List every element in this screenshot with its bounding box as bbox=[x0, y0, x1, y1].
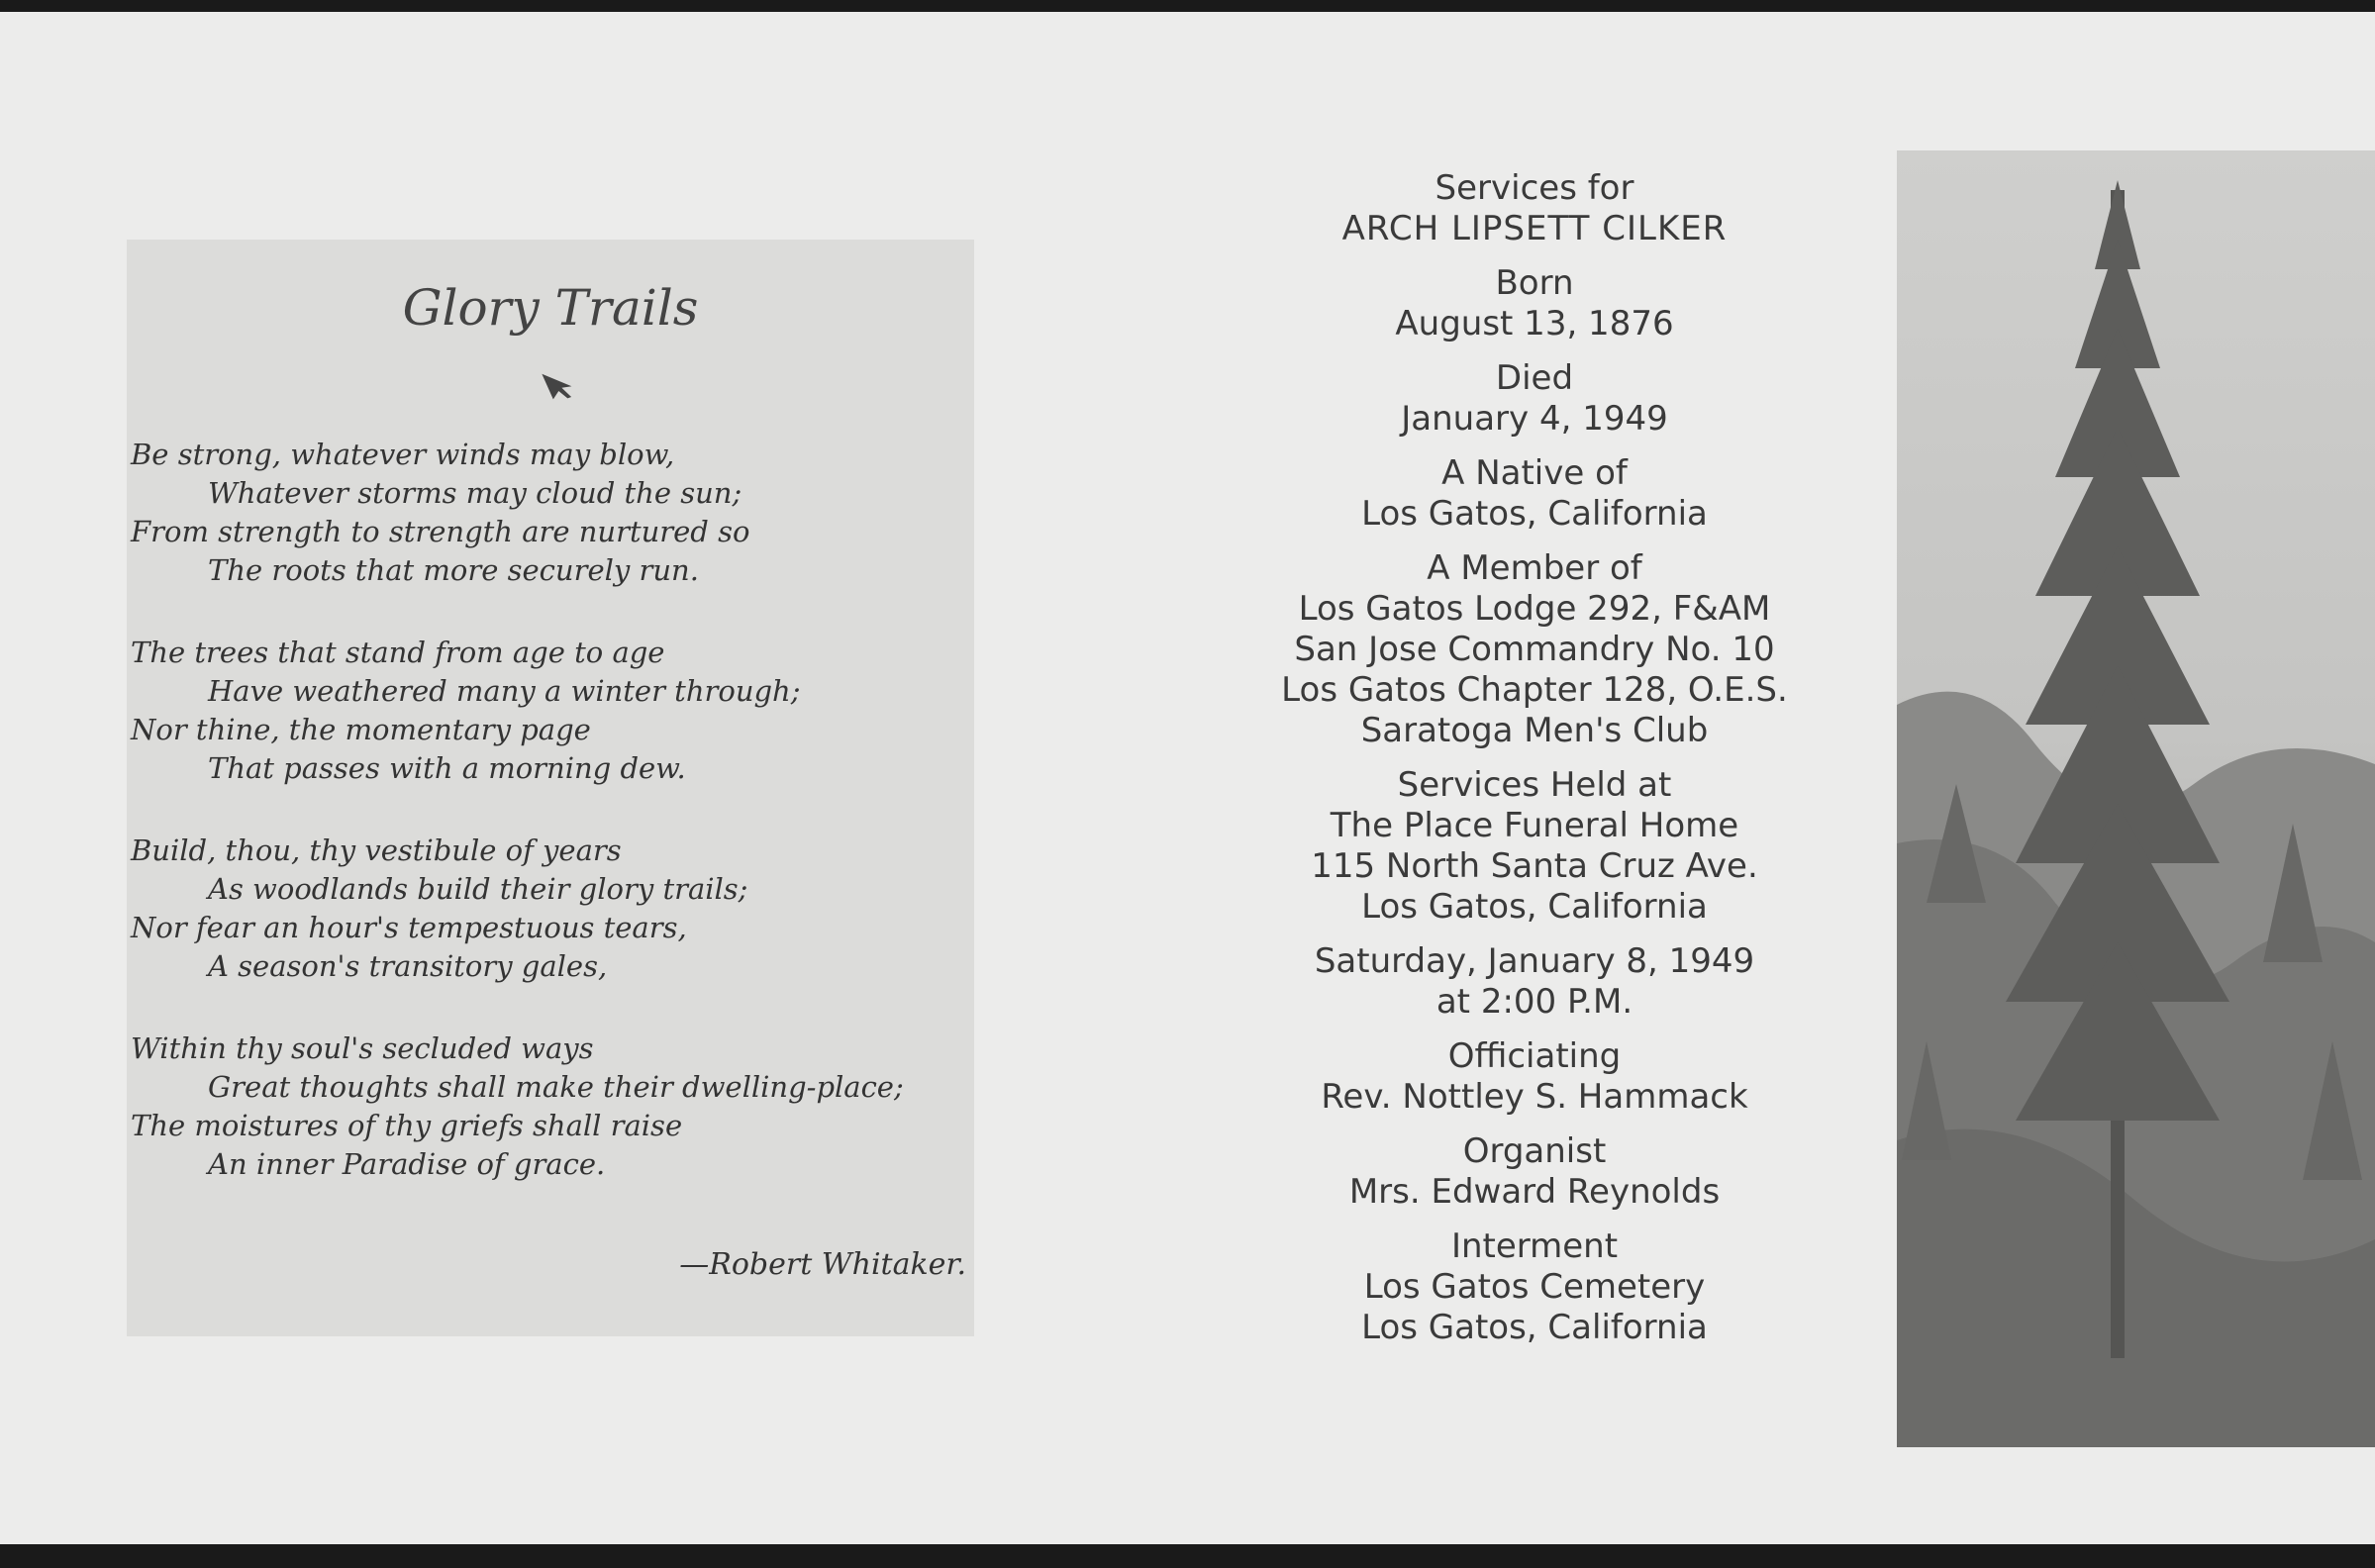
born-label: Born bbox=[1495, 263, 1574, 303]
poem-line: Great thoughts shall make their dwelling-place; bbox=[208, 1070, 904, 1104]
tree-photo bbox=[1897, 150, 2375, 1447]
organist-name: Mrs. Edward Reynolds bbox=[1348, 1172, 1721, 1212]
died-block bbox=[1208, 358, 1861, 440]
poem-line: Nor fear an hour's tempestuous tears, bbox=[131, 911, 687, 944]
officiating-block bbox=[1208, 1036, 1861, 1118]
poem-line: The moistures of thy griefs shall raise bbox=[131, 1109, 683, 1142]
membership-item: Los Gatos Chapter 128, O.E.S. bbox=[1281, 670, 1788, 710]
venue-block bbox=[1208, 765, 1861, 928]
poem-line: Have weathered many a winter through; bbox=[208, 674, 801, 708]
poem-stanza-3 bbox=[131, 832, 962, 986]
officiant-name: Rev. Nottley S. Hammack bbox=[1321, 1077, 1748, 1117]
poem-stanza-4 bbox=[131, 1029, 962, 1184]
poem-author: —Robert Whitaker. bbox=[679, 1247, 966, 1282]
datetime-block bbox=[1208, 941, 1861, 1023]
native-block bbox=[1208, 453, 1861, 535]
native-place: Los Gatos, California bbox=[1361, 494, 1708, 534]
born-block bbox=[1208, 263, 1861, 344]
membership-item: San Jose Commandry No. 10 bbox=[1294, 630, 1775, 669]
poem-stanza-1 bbox=[131, 436, 962, 590]
poem-line: As woodlands build their glory trails; bbox=[208, 872, 748, 906]
poem-line: Within thy soul's secluded ways bbox=[131, 1031, 594, 1065]
cemetery-name: Los Gatos Cemetery bbox=[1363, 1267, 1706, 1307]
service-date: Saturday, January 8, 1949 bbox=[1314, 941, 1755, 981]
poem-title: Glory Trails bbox=[402, 279, 699, 337]
deceased-name: ARCH LIPSETT CILKER bbox=[1341, 209, 1728, 248]
service-time: at 2:00 P.M. bbox=[1435, 982, 1633, 1022]
poem-line: The trees that stand from age to age bbox=[131, 636, 665, 669]
poem-line: From strength to strength are nurtured so bbox=[131, 515, 750, 548]
poem-line: Be strong, whatever winds may blow, bbox=[131, 438, 675, 471]
organist-block bbox=[1208, 1131, 1861, 1213]
died-date: January 4, 1949 bbox=[1401, 399, 1668, 439]
service-details bbox=[1208, 168, 1861, 1362]
services-heading: Services for bbox=[1435, 168, 1634, 208]
member-block bbox=[1208, 548, 1861, 751]
poem-line: A season's transitory gales, bbox=[208, 949, 608, 983]
officiating-label: Officiating bbox=[1447, 1036, 1622, 1076]
poem-panel bbox=[127, 240, 974, 1336]
organist-label: Organist bbox=[1462, 1131, 1607, 1171]
membership-item: Los Gatos Lodge 292, F&AM bbox=[1298, 589, 1771, 629]
arrow-mark-icon bbox=[541, 364, 580, 404]
held-label: Services Held at bbox=[1397, 765, 1672, 805]
poem-line: Nor thine, the momentary page bbox=[131, 713, 591, 746]
poem-line: Build, thou, thy vestibule of years bbox=[131, 833, 622, 867]
born-date: August 13, 1876 bbox=[1395, 304, 1674, 343]
memorial-card bbox=[0, 12, 2375, 1544]
native-label: A Native of bbox=[1441, 453, 1628, 493]
cemetery-place: Los Gatos, California bbox=[1361, 1308, 1708, 1347]
died-label: Died bbox=[1495, 358, 1574, 398]
membership-item: Saratoga Men's Club bbox=[1360, 711, 1709, 750]
poem-line: The roots that more securely run. bbox=[208, 553, 699, 587]
poem-line: An inner Paradise of grace. bbox=[208, 1147, 606, 1181]
venue-line: 115 North Santa Cruz Ave. bbox=[1311, 846, 1758, 886]
interment-label: Interment bbox=[1450, 1226, 1619, 1266]
poem-line: That passes with a morning dew. bbox=[208, 751, 686, 785]
poem-line: Whatever storms may cloud the sun; bbox=[208, 476, 742, 510]
poem-body bbox=[131, 436, 962, 1227]
venue-line: Los Gatos, California bbox=[1361, 887, 1708, 927]
interment-block bbox=[1208, 1226, 1861, 1348]
poem-stanza-2 bbox=[131, 634, 962, 788]
member-label: A Member of bbox=[1427, 548, 1642, 588]
venue-line: The Place Funeral Home bbox=[1330, 806, 1739, 845]
